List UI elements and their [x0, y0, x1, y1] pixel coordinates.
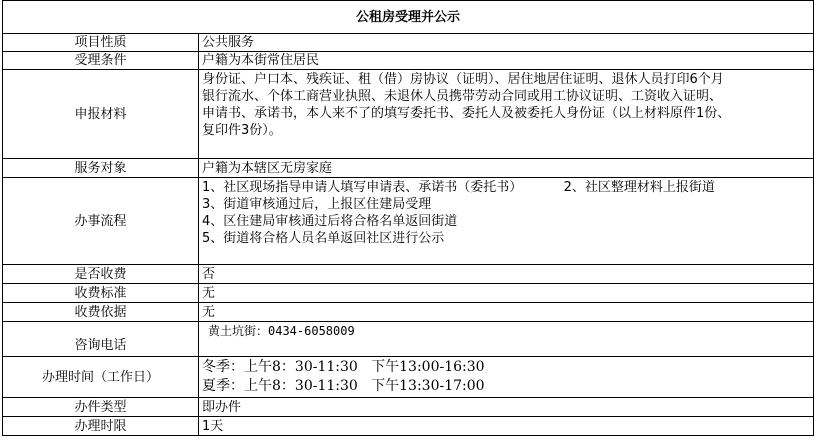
value-acceptance-conditions: 户籍为本街常住居民: [199, 52, 814, 70]
procedure-step: 1、社区现场指导申请人填写申请表、承诺书（委托书） 2、社区整理材料上报街道: [202, 180, 715, 195]
row-procedure: [3, 178, 814, 265]
label-service-target: 服务对象: [3, 159, 199, 178]
value-fee-standard: 无: [199, 284, 814, 303]
value-application-materials: [199, 70, 814, 159]
value-time-limit: 1天: [199, 417, 814, 436]
row-acceptance-conditions: [3, 52, 814, 70]
row-time-limit: [3, 417, 814, 436]
procedure-step: 3、街道审核通过后，上报区住建局受理: [202, 197, 432, 212]
label-procedure: 办事流程: [3, 178, 199, 265]
procedure-step: 5、街道将合格人员名单返回社区进行公示: [202, 231, 445, 246]
label-time-limit: 办理时限: [3, 417, 199, 436]
label-fee-basis: 收费依据: [3, 303, 199, 322]
label-fee-charged: 是否收费: [3, 265, 199, 284]
notice-table: [2, 0, 814, 436]
value-consult-phone: [199, 322, 814, 357]
value-procedure: [199, 178, 814, 265]
value-fee-charged: 否: [199, 265, 814, 284]
value-fee-basis: 无: [199, 303, 814, 322]
label-acceptance-conditions: 受理条件: [3, 52, 199, 70]
row-consult-phone: [3, 322, 814, 357]
page-title: 公租房受理并公示: [3, 1, 814, 34]
materials-line: 身份证、户口本、残疾证、租（借）房协议（证明）、居住地居住证明、退休人员打印6个月: [202, 72, 724, 87]
row-service-target: [3, 159, 814, 178]
row-project-nature: [3, 34, 814, 52]
value-service-target: 户籍为本辖区无房家庭: [199, 159, 814, 178]
label-office-hours: 办理时间（工作日）: [3, 357, 199, 398]
value-office-hours: [199, 357, 814, 398]
label-fee-standard: 收费标准: [3, 284, 199, 303]
materials-line: 申请书、承诺书，本人来不了的填写委托书、委托人及被委托人身份证（以上材料原件1份、: [202, 106, 731, 121]
value-project-nature: 公共服务: [199, 34, 814, 52]
phone-number: 黄土坑街：0434-6058009: [208, 324, 355, 338]
row-fee-standard: [3, 284, 814, 303]
hours-winter: 冬季：上午8：30-11:30 下午13:00-16:30: [202, 359, 485, 375]
row-fee-charged: [3, 265, 814, 284]
label-application-materials: 申报材料: [3, 70, 199, 159]
row-office-hours: [3, 357, 814, 398]
title-row: [3, 1, 814, 34]
row-application-materials: [3, 70, 814, 159]
hours-summer: 夏季：上午8：30-11:30 下午13:30-17:00: [202, 378, 485, 394]
label-consult-phone: 咨询电话: [3, 322, 199, 357]
row-fee-basis: [3, 303, 814, 322]
label-case-type: 办件类型: [3, 398, 199, 417]
row-case-type: [3, 398, 814, 417]
materials-line: 银行流水、个体工商营业执照、未退休人员携带劳动合同或用工协议证明、工资收入证明、: [202, 89, 723, 104]
materials-line: 复印件3份）。: [202, 123, 282, 138]
procedure-step: 4、区住建局审核通过后将合格名单返回街道: [202, 214, 458, 229]
label-project-nature: 项目性质: [3, 34, 199, 52]
value-case-type: 即办件: [199, 398, 814, 417]
